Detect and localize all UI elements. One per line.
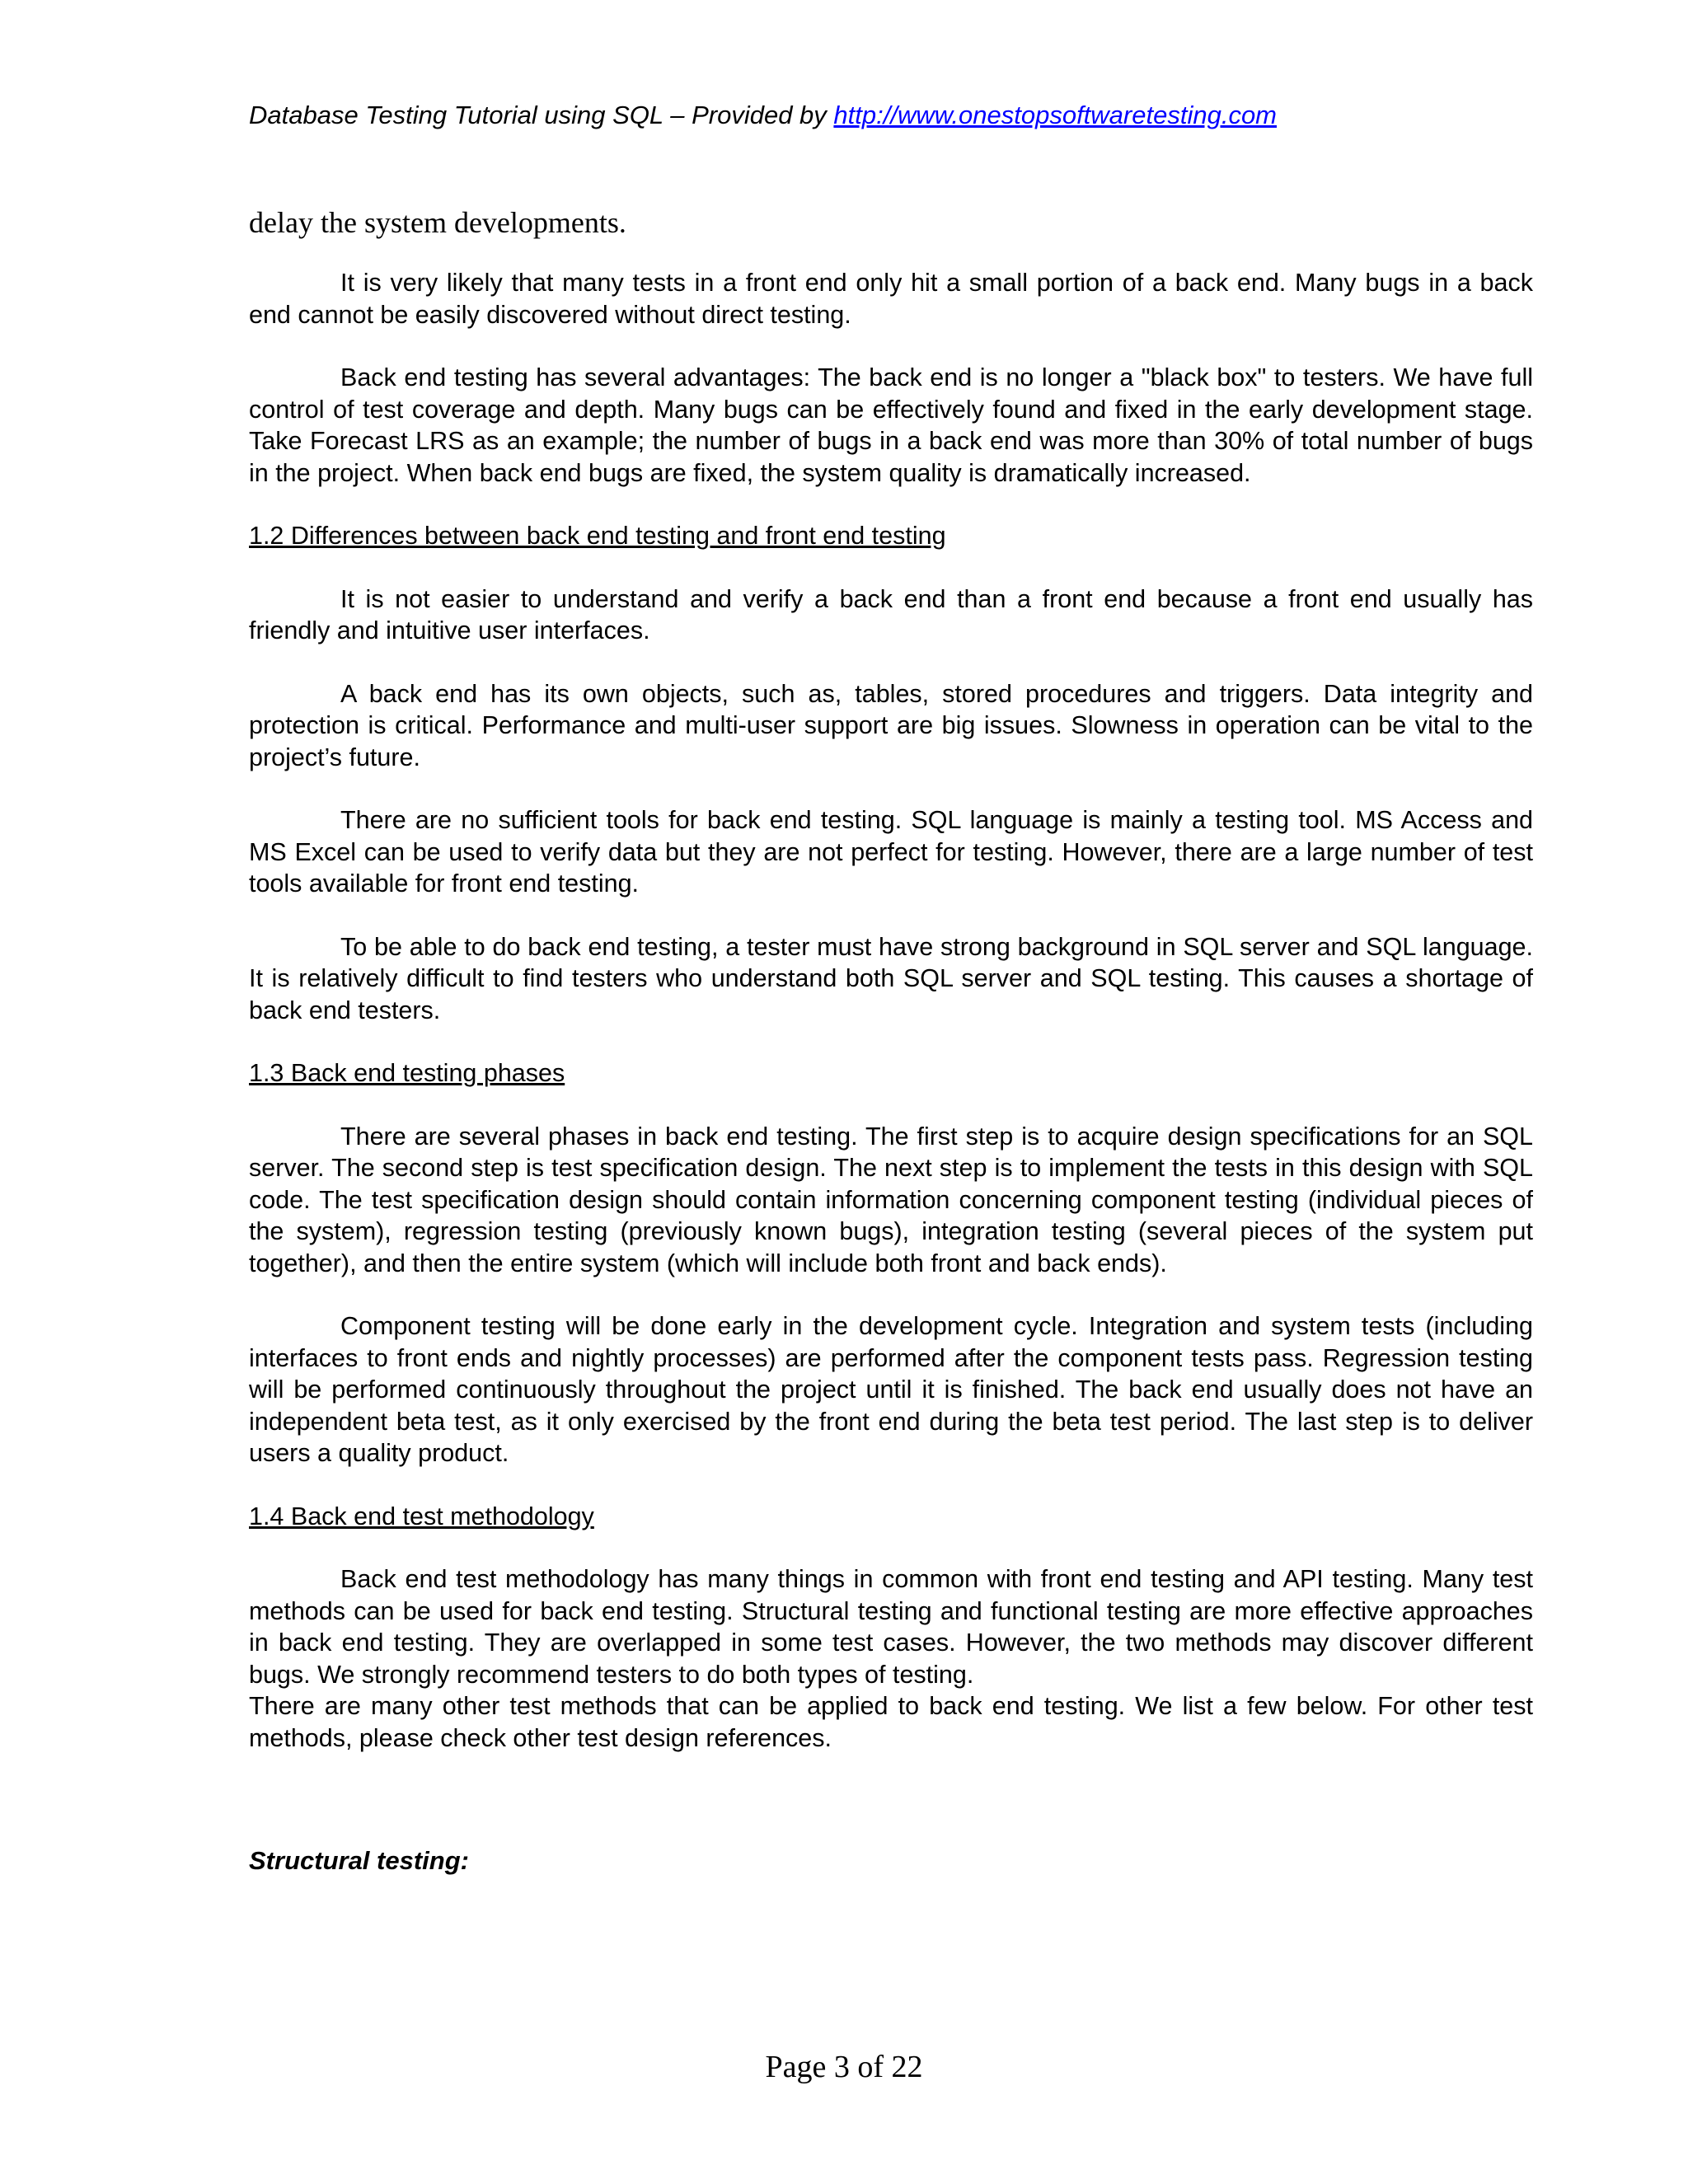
paragraph: It is very likely that many tests in a front end only hit a small portion of a back end. Many bugs in a back end cannot be easily discovered without direct testing. [249,269,1533,329]
running-header [249,97,1277,134]
header-title: Database Testing Tutorial using SQL – Provided by [249,101,834,129]
continued-text: delay the system developments. [249,206,626,239]
paragraph: There are no sufficient tools for back end testing. SQL language is mainly a testing tool. MS Access and MS Excel can be used to verify data but they are not perfect for testing. However, there are a large number of test tools available for front end testing. [249,806,1533,898]
page-number: Page 3 of 22 [765,2050,923,2084]
paragraph: Back end test methodology has many things in common with front end testing and API testing. Many test methods can be used for back end testing. Structural testing and functional testing are more effective approaches in back end testing. They are overlapped in some test cases. However, the two methods may discover different bugs. We strongly recommend testers to do both types of testing. [249,1565,1533,1689]
paragraph: A back end has its own objects, such as, tables, stored procedures and triggers. Data integrity and protection is critical. Performance and multi-user support are big issues. Slowness in operation can be vital to the project’s future. [249,679,1533,771]
paragraph: Back end testing has several advantages: The back end is no longer a "black box" to testers. We have full control of test coverage and depth. Many bugs can be effectively found and fixed in the early development stage. Take Forecast LRS as an example; the number of bugs in a back end was more than 30% of total number of bugs in the project. When back end bugs are fixed, the system quality is dramatically increased. [249,363,1533,487]
section-heading-1-4: 1.4 Back end test methodology [249,1502,594,1530]
subheading-structural-testing: Structural testing: [249,1846,469,1875]
section-heading-1-3: 1.3 Back end testing phases [249,1059,565,1087]
paragraph: There are several phases in back end testing. The first step is to acquire design specifications for an SQL server. The second step is test specification design. The next step is to implement the tests in this design with SQL code. The test specification design should contain information concerning component testing (individual pieces of the system), regression testing (previously known bugs), integration testing (several pieces of the system put together), and then the entire system (which will include both front and back ends). [249,1122,1533,1277]
paragraph: To be able to do back end testing, a tester must have strong background in SQL server and SQL language. It is relatively difficult to find testers who understand both SQL server and SQL testing. This causes a shortage of back end testers. [249,932,1533,1024]
paragraph: It is not easier to understand and verify a back end than a front end because a front end usually has friendly and intuitive user interfaces. [249,584,1533,644]
body-content [249,204,1533,1877]
section-heading-1-2: 1.2 Differences between back end testing and front end testing [249,522,946,550]
header-link[interactable]: http://www.onestopsoftwaretesting.com [833,101,1278,129]
paragraph: There are many other test methods that can be applied to back end testing. We list a few below. For other test methods, please check other test design references. [249,1692,1533,1752]
paragraph: Component testing will be done early in the development cycle. Integration and system tests (including interfaces to front ends and nightly processes) are performed after the component tests pass. Regression testing will be performed continuously throughout the project until it is finished. The back end usually does not have an independent beta test, as it only exercised by the front end during the beta test period. The last step is to deliver users a quality product. [249,1312,1533,1467]
